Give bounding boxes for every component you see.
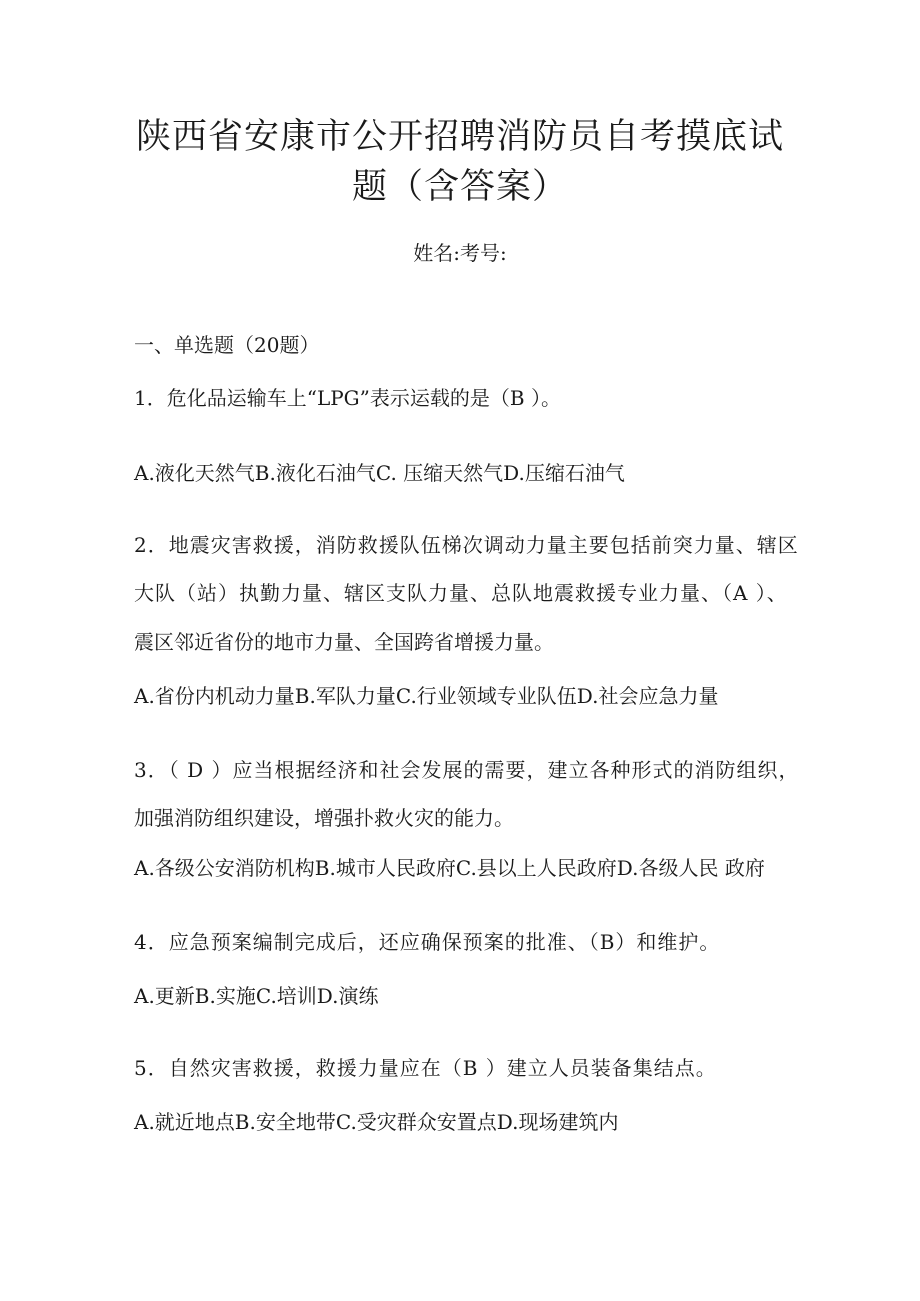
question-2-stem-line-3: 震区邻近省份的地市力量、全国跨省增援力量。 [134, 630, 554, 654]
question-5-options: A.就近地点B.安全地带C.受灾群众安置点D.现场建筑内 [134, 1110, 619, 1134]
question-1-stem: 1．危化品运输车上“LPG”表示运载的是（B ）。 [134, 386, 561, 410]
question-3-stem-line-1: 3．（ D ）应当根据经济和社会发展的需要，建立各种形式的消防组织， [134, 758, 800, 782]
section-heading: 一、单选题（20题） [134, 333, 320, 357]
question-2-options: A.省份内机动力量B.军队力量C.行业领域专业队伍D.社会应急力量 [134, 684, 719, 708]
question-1-options: A.液化天然气B.液化石油气C. 压缩天然气D.压缩石油气 [134, 461, 625, 485]
question-5-stem: 5．自然灾害救援，救援力量应在（B ）建立人员装备集结点。 [134, 1056, 717, 1080]
name-exam-number-line: 姓名:考号: [413, 241, 507, 265]
question-4-options: A.更新B.实施C.培训D.演练 [134, 984, 379, 1008]
document-title-line-1: 陕西省安康市公开招聘消防员自考摸底试 [135, 117, 784, 157]
question-2-stem-line-2: 大队（站）执勤力量、辖区支队力量、总队地震救援专业力量、（A ）、 [134, 581, 788, 605]
question-3-stem-line-2: 加强消防组织建设，增强扑救火灾的能力。 [134, 806, 514, 830]
document-title-line-2: 题（含答案） [351, 167, 568, 207]
question-2-stem-line-1: 2．地震灾害救援，消防救援队伍梯次调动力量主要包括前突力量、辖区 [134, 533, 799, 557]
question-4-stem: 4．应急预案编制完成后，还应确保预案的批准、（B）和维护。 [134, 930, 721, 954]
question-3-options: A.各级公安消防机构B.城市人民政府C.县以上人民政府D.各级人民 政府 [134, 856, 765, 880]
